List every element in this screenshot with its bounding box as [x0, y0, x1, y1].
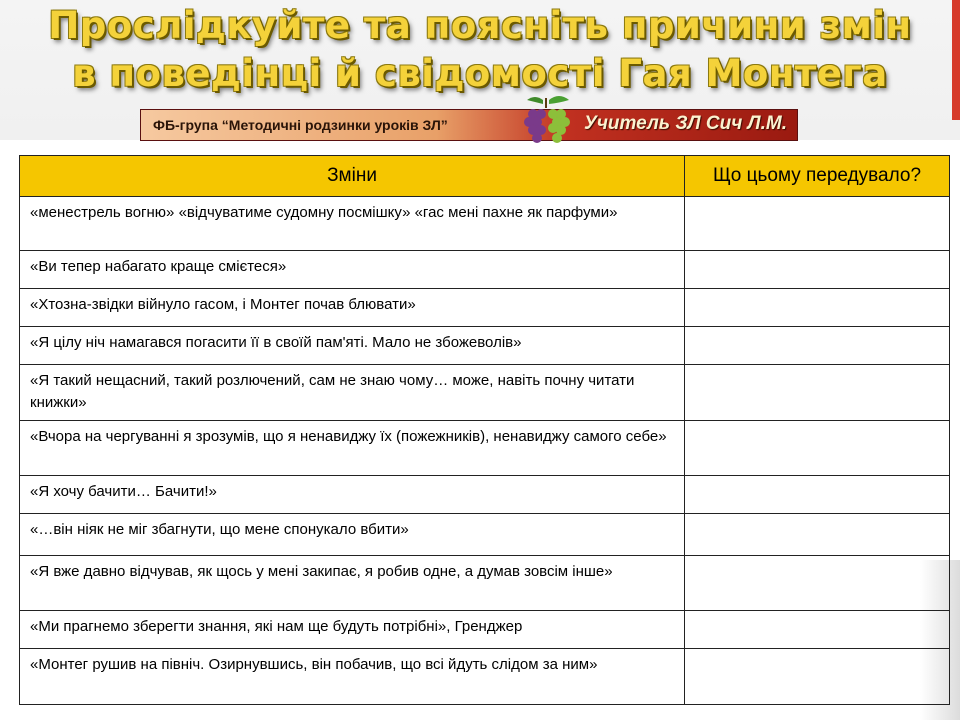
quote-cell: «Хтозна-звідки війнуло гасом, і Монтег почав блювати» [20, 289, 685, 327]
table-row [20, 649, 950, 705]
changes-table [19, 155, 950, 705]
quote-cell: «менестрель вогню» «відчуватиме судомну посмішку» «гас мені пахне як парфуми» [20, 197, 685, 251]
answer-cell[interactable] [685, 197, 950, 251]
table-row [20, 289, 950, 327]
table-row [20, 197, 950, 251]
answer-cell[interactable] [685, 476, 950, 514]
header-changes: Зміни [20, 156, 685, 197]
quote-cell: «Монтег рушив на північ. Озирнувшись, він побачив, що всі йдуть слідом за ним» [20, 649, 685, 705]
answer-cell[interactable] [685, 289, 950, 327]
quote-cell: «Ви тепер набагато краще смієтеся» [20, 251, 685, 289]
table-header-row [20, 156, 950, 197]
table-row [20, 611, 950, 649]
slide-title [0, 2, 960, 98]
answer-cell[interactable] [685, 649, 950, 705]
answer-cell[interactable] [685, 611, 950, 649]
table-row [20, 514, 950, 556]
table-row [20, 421, 950, 476]
answer-cell[interactable] [685, 514, 950, 556]
answer-cell[interactable] [685, 421, 950, 476]
quote-cell: «Я такий нещасний, такий розлючений, сам не знаю чому… може, навіть почну читати книжки» [20, 365, 685, 421]
table-row [20, 251, 950, 289]
quote-cell: «Я хочу бачити… Бачити!» [20, 476, 685, 514]
table-row [20, 365, 950, 421]
answer-cell[interactable] [685, 556, 950, 611]
table-row [20, 556, 950, 611]
title-line-2: в поведінці й свідомості Гая Монтега [72, 52, 888, 95]
title-line-1: Прослідкуйте та поясніть причини змін [48, 4, 912, 47]
banner-group-name: ФБ-група “Методичні родзинки уроків ЗЛ” [153, 117, 448, 133]
group-banner [140, 109, 798, 141]
quote-cell: «…він ніяк не міг збагнути, що мене спонукало вбити» [20, 514, 685, 556]
banner-teacher: Учитель ЗЛ Сич Л.М. [583, 113, 787, 134]
quote-cell: «Я вже давно відчував, як щось у мені закипає, я робив одне, а думав зовсім інше» [20, 556, 685, 611]
quote-cell: «Ми прагнемо зберегти знання, які нам ще будуть потрібні», Гренджер [20, 611, 685, 649]
table-row [20, 476, 950, 514]
table-row [20, 327, 950, 365]
grapes-icon [513, 94, 583, 150]
quote-cell: «Я цілу ніч намагався погасити її в своїй пам'яті. Мало не збожеволів» [20, 327, 685, 365]
quote-cell: «Вчора на чергуванні я зрозумів, що я ненавиджу їх (пожежників), ненавиджу самого себе» [20, 421, 685, 476]
answer-cell[interactable] [685, 327, 950, 365]
header-preceded: Що цьому передувало? [685, 156, 950, 197]
answer-cell[interactable] [685, 251, 950, 289]
answer-cell[interactable] [685, 365, 950, 421]
